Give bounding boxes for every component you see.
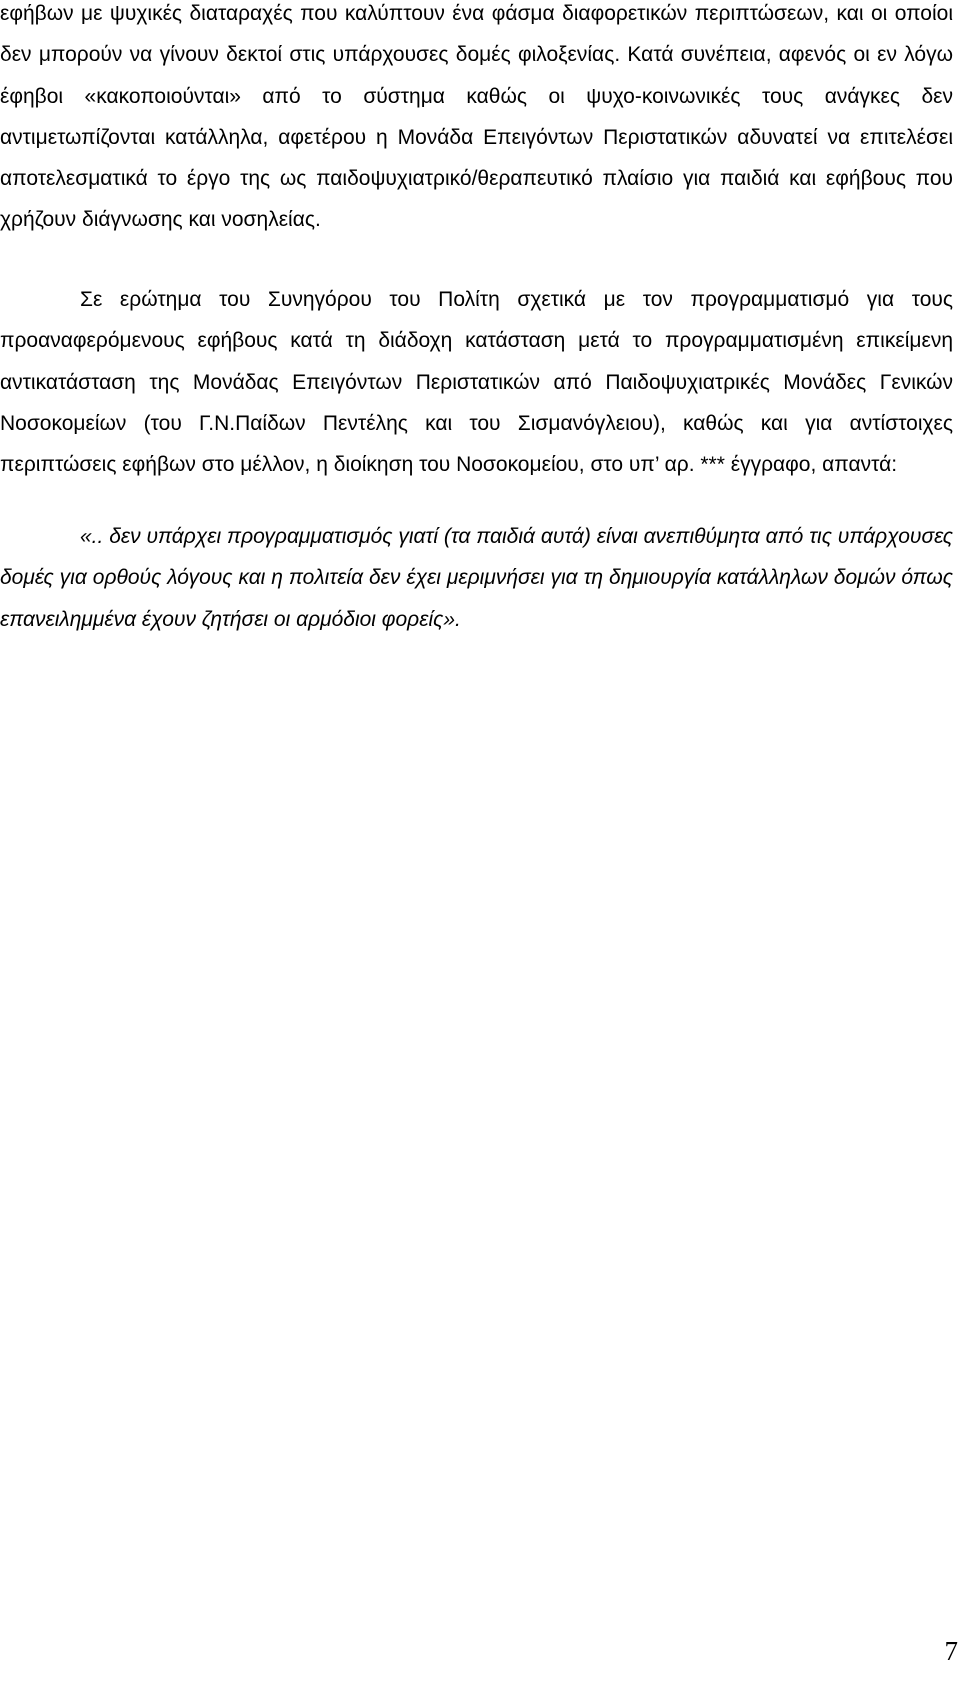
page-number: 7 (944, 1636, 958, 1666)
paragraph-hospital-reply-quote: «.. δεν υπάρχει προγραμματισμός γιατί (τα παιδιά αυτά) είναι ανεπιθύμητα από τις υπάρχουσες δομές για ορθούς λόγους και η πολιτεία δεν έχει μεριμνήσει για τη δημιουργία κατάλληλων δομών όπως επανειλημμένα έχουν ζητήσει οι αρμόδιοι φορείς». (0, 525, 953, 631)
paragraph-ombudsman-question: Σε ερώτημα του Συνηγόρου του Πολίτη σχετικά με τον προγραμματισμό για τους προαναφερόμενους εφήβους κατά τη διάδοχη κατάσταση μετά το προγραμματισμένη επικείμενη αντικατάσταση της Μονάδας Επειγόντων Περιστατικών από Παιδοψυχιατρικές Μονάδες Γενικών Νοσοκομείων (του Γ.Ν.Παίδων Πεντέλης και του Σισμανόγλειου), καθώς και για αντίστοιχες περιπτώσεις εφήβων στο μέλλον, η διοίκηση του Νοσοκομείου, στο υπ’ αρ. *** έγγραφο, απαντά: (0, 288, 953, 477)
paragraph-continuation: εφήβων με ψυχικές διαταραχές που καλύπτουν ένα φάσμα διαφορετικών περιπτώσεων, και οι οποίοι δεν μπορούν να γίνουν δεκτοί στις υπάρχουσες δομές φιλοξενίας. Κατά συνέπεια, αφενός οι εν λόγω έφηβοι «κακοποιούνται» από το σύστημα καθώς οι ψυχο-κοινωνικές τους ανάγκες δεν αντιμετωπίζονται κατάλληλα, αφετέρου η Μονάδα Επειγόντων Περιστατικών αδυνατεί να επιτελέσει αποτελεσματικά το έργο της ως παιδοψυχιατρικό/θεραπευτικό πλαίσιο για παιδιά και εφήβους που χρήζουν διάγνωσης και νοσηλείας. (0, 2, 953, 232)
